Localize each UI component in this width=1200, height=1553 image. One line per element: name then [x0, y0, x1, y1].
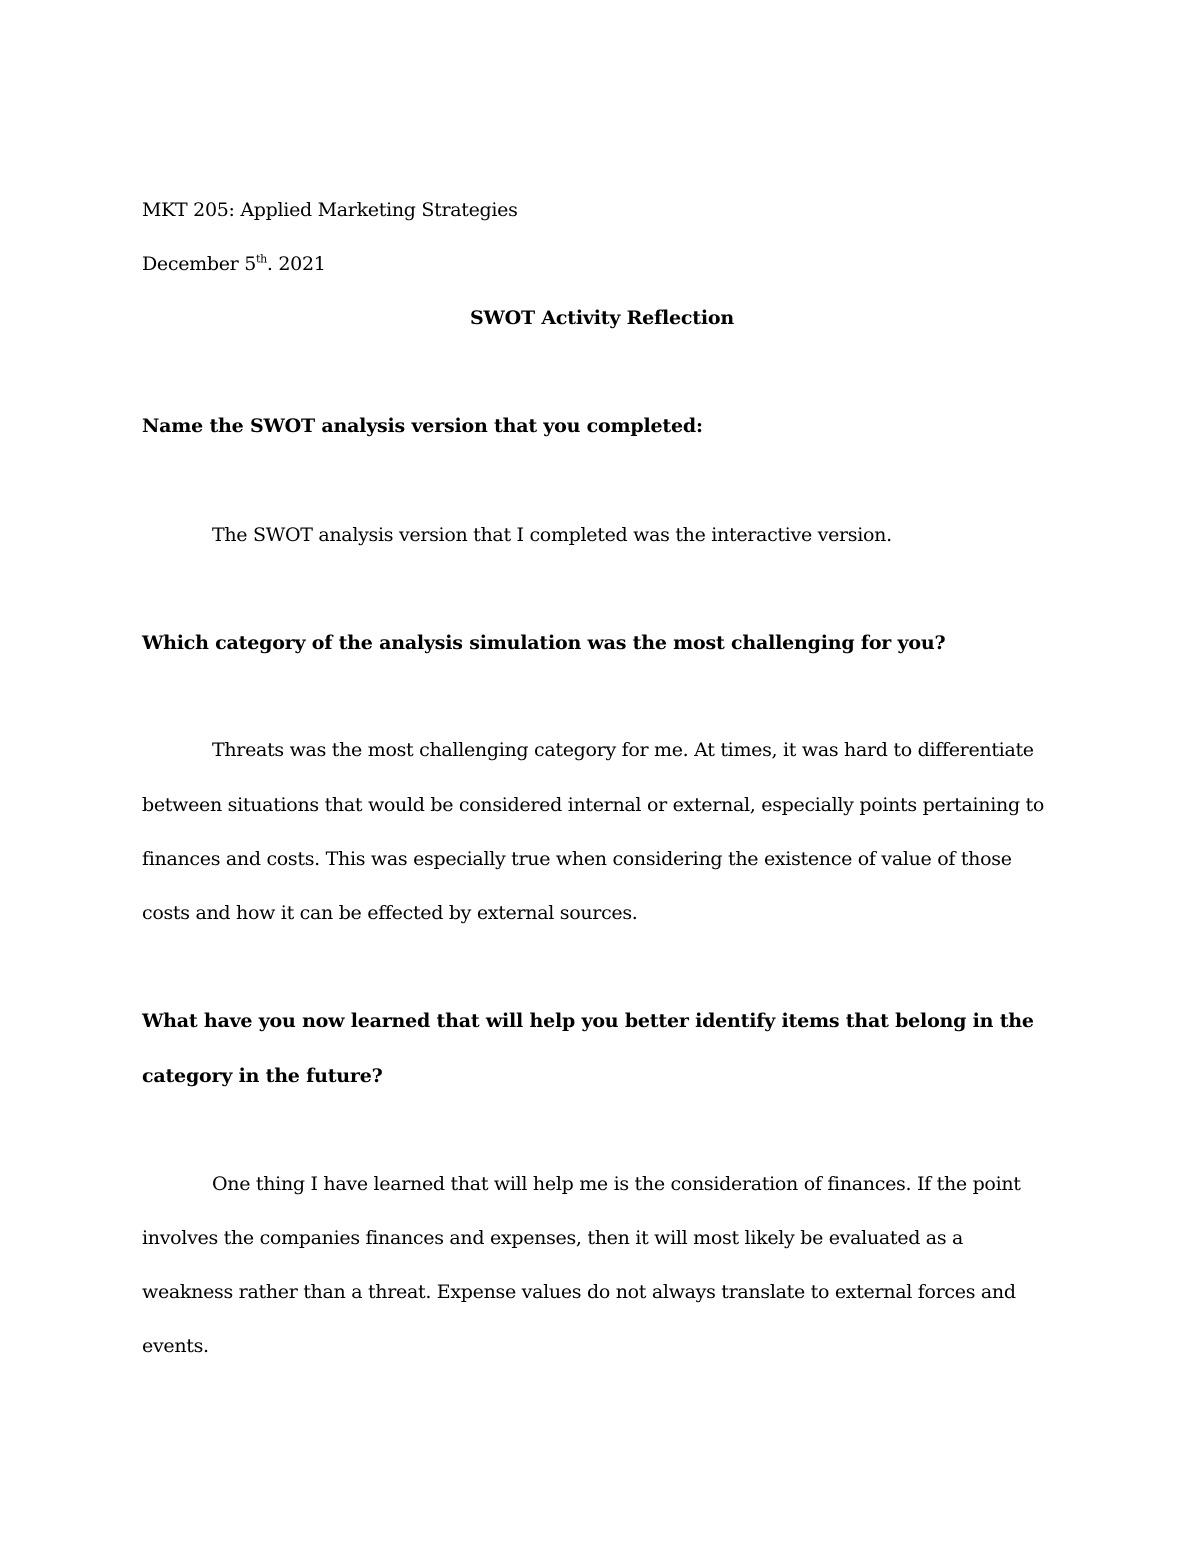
answer-2-line-4: costs and how it can be effected by external sources. [142, 902, 638, 924]
answer-2-line-3: finances and costs. This was especially true when considering the existence of value of those [142, 848, 1012, 870]
answer-2-line-1: Threats was the most challenging category for me. At times, it was hard to differentiate [212, 739, 1034, 761]
answer-3-line-3: weakness rather than a threat. Expense values do not always translate to external forces and [142, 1281, 1016, 1303]
question-3-line-1: What have you now learned that will help you better identify items that belong in the [142, 1010, 1034, 1032]
date-superscript: th [256, 252, 267, 266]
answer-3-line-2: involves the companies finances and expenses, then it will most likely be evaluated as a [142, 1227, 964, 1249]
date-prefix: December 5 [142, 253, 256, 275]
date-rest: . 2021 [266, 253, 326, 275]
answer-2-line-2: between situations that would be considered internal or external, especially points pertaining to [142, 794, 1045, 816]
answer-3-line-1: One thing I have learned that will help me is the consideration of finances. If the point [212, 1173, 1021, 1195]
course-line: MKT 205: Applied Marketing Strategies [142, 199, 518, 221]
question-3-line-2: category in the future? [142, 1065, 383, 1087]
document-title: SWOT Activity Reflection [470, 307, 734, 329]
answer-1-line-1: The SWOT analysis version that I completed was the interactive version. [212, 524, 892, 546]
question-1-line-1: Name the SWOT analysis version that you completed: [142, 415, 703, 437]
date-line [142, 252, 326, 276]
answer-3-line-4: events. [142, 1335, 209, 1357]
question-2-line-1: Which category of the analysis simulation was the most challenging for you? [142, 632, 946, 654]
